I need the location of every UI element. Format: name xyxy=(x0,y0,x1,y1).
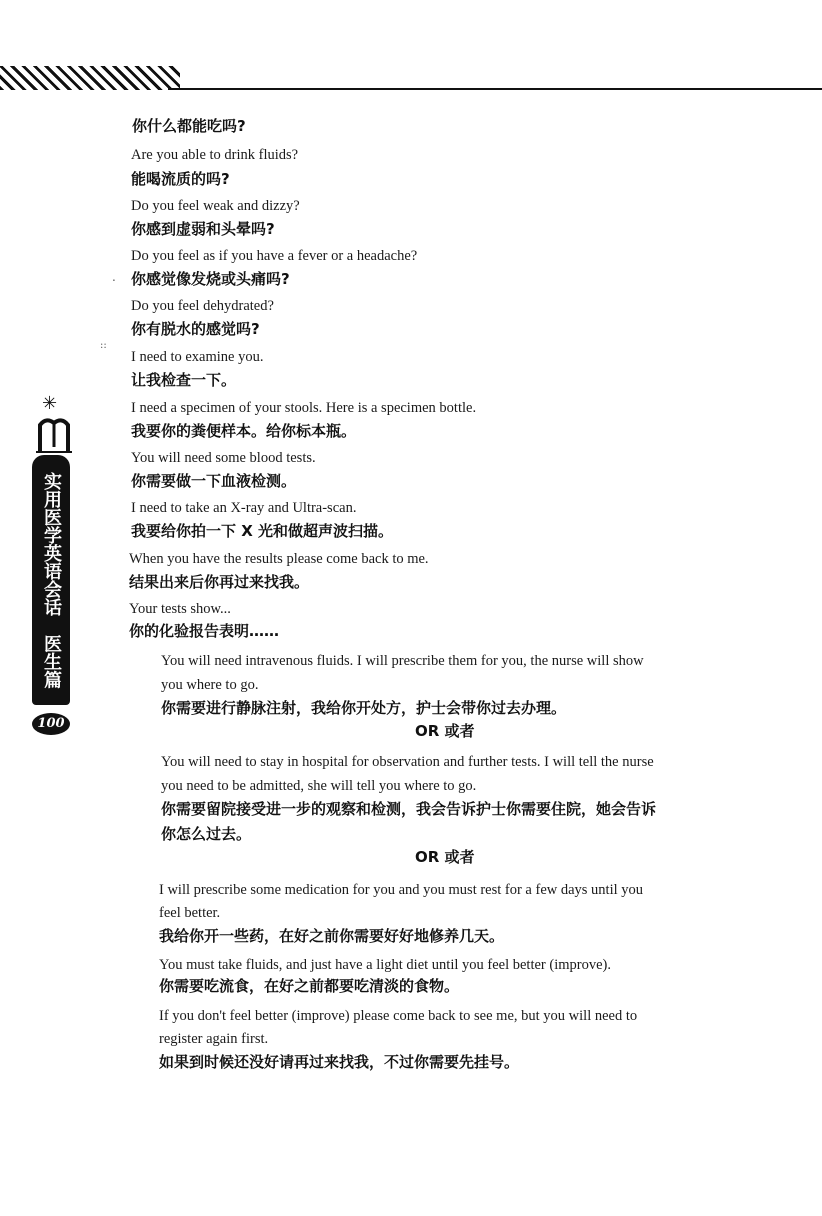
chinese-text-line: 让我检查一下。 xyxy=(131,371,237,389)
speck: . xyxy=(112,270,116,284)
header-rule xyxy=(168,88,822,90)
english-text-line: You must take fluids, and just have a light diet until you feel better (improve). xyxy=(159,957,611,973)
chinese-text-line: 你需要吃流食，在好之前都要吃清淡的食物。 xyxy=(159,977,460,995)
spark-icon: ✳ xyxy=(42,393,58,414)
english-text-line: You will need to stay in hospital for observation and further tests. I will tell the nurse xyxy=(161,754,654,770)
english-text-line: I need a specimen of your stools. Here is a specimen bottle. xyxy=(131,400,477,416)
english-text-line: Do you feel as if you have a fever or a headache? xyxy=(131,248,418,264)
chinese-text-line: 你什么都能吃吗? xyxy=(132,117,246,135)
chinese-text-line: 你需要做一下血液检测。 xyxy=(131,472,297,490)
book-subtitle: 医生篇 xyxy=(41,634,62,689)
english-text-line: Do you feel weak and dizzy? xyxy=(131,198,300,214)
book-icon xyxy=(34,413,74,453)
chinese-text-line: 你需要进行静脉注射，我给你开处方，护士会带你过去办理。 xyxy=(161,699,567,717)
english-text-line: you need to be admitted, she will tell you where to go. xyxy=(161,778,477,794)
chinese-text-line: 你感到虚弱和头晕吗? xyxy=(131,220,275,238)
english-text-line: Your tests show... xyxy=(129,601,231,617)
header-hatch-decoration xyxy=(0,66,180,90)
english-text-line: You will need intravenous fluids. I will prescribe them for you, the nurse will show xyxy=(161,653,644,669)
english-text-line: Are you able to drink fluids? xyxy=(131,147,299,163)
english-text-line: feel better. xyxy=(159,905,221,921)
chinese-text-line: 你有脱水的感觉吗? xyxy=(131,320,260,338)
chinese-text-line: 你怎么过去。 xyxy=(161,825,252,843)
or-separator: OR 或者 xyxy=(415,848,475,866)
english-text-line: you where to go. xyxy=(161,677,259,693)
book-title: 实用医学英语会话 xyxy=(41,471,62,616)
chinese-text-line: 我给你开一些药，在好之前你需要好好地修养几天。 xyxy=(159,927,505,945)
chinese-text-line: 能喝流质的吗? xyxy=(131,170,230,188)
chinese-text-line: 我要给你拍一下 X 光和做超声波扫描。 xyxy=(131,522,394,540)
english-text-line: I need to examine you. xyxy=(131,349,264,365)
book-title-tab xyxy=(32,455,70,705)
page-number: 100 xyxy=(32,713,70,735)
english-text-line: When you have the results please come back to me. xyxy=(129,551,429,567)
english-text-line: Do you feel dehydrated? xyxy=(131,298,274,314)
chinese-text-line: 你的化验报告表明…… xyxy=(129,622,280,640)
chinese-text-line: 我要你的粪便样本。给你标本瓶。 xyxy=(131,422,357,440)
chinese-text-line: 你感觉像发烧或头痛吗? xyxy=(131,270,290,288)
sidebar-tab xyxy=(30,395,74,765)
speck: :: xyxy=(100,340,107,351)
english-text-line: You will need some blood tests. xyxy=(131,450,316,466)
english-text-line: I need to take an X-ray and Ultra-scan. xyxy=(131,500,357,516)
or-separator: OR 或者 xyxy=(415,722,475,740)
chinese-text-line: 结果出来后你再过来找我。 xyxy=(129,573,310,591)
english-text-line: If you don't feel better (improve) please come back to see me, but you will need to xyxy=(159,1008,638,1024)
english-text-line: register again first. xyxy=(159,1031,269,1047)
chinese-text-line: 你需要留院接受进一步的观察和检测，我会告诉护士你需要住院，她会告诉 xyxy=(161,800,657,818)
english-text-line: I will prescribe some medication for you and you must rest for a few days until you xyxy=(159,882,644,898)
chinese-text-line: 如果到时候还没好请再过来找我，不过你需要先挂号。 xyxy=(159,1053,520,1071)
